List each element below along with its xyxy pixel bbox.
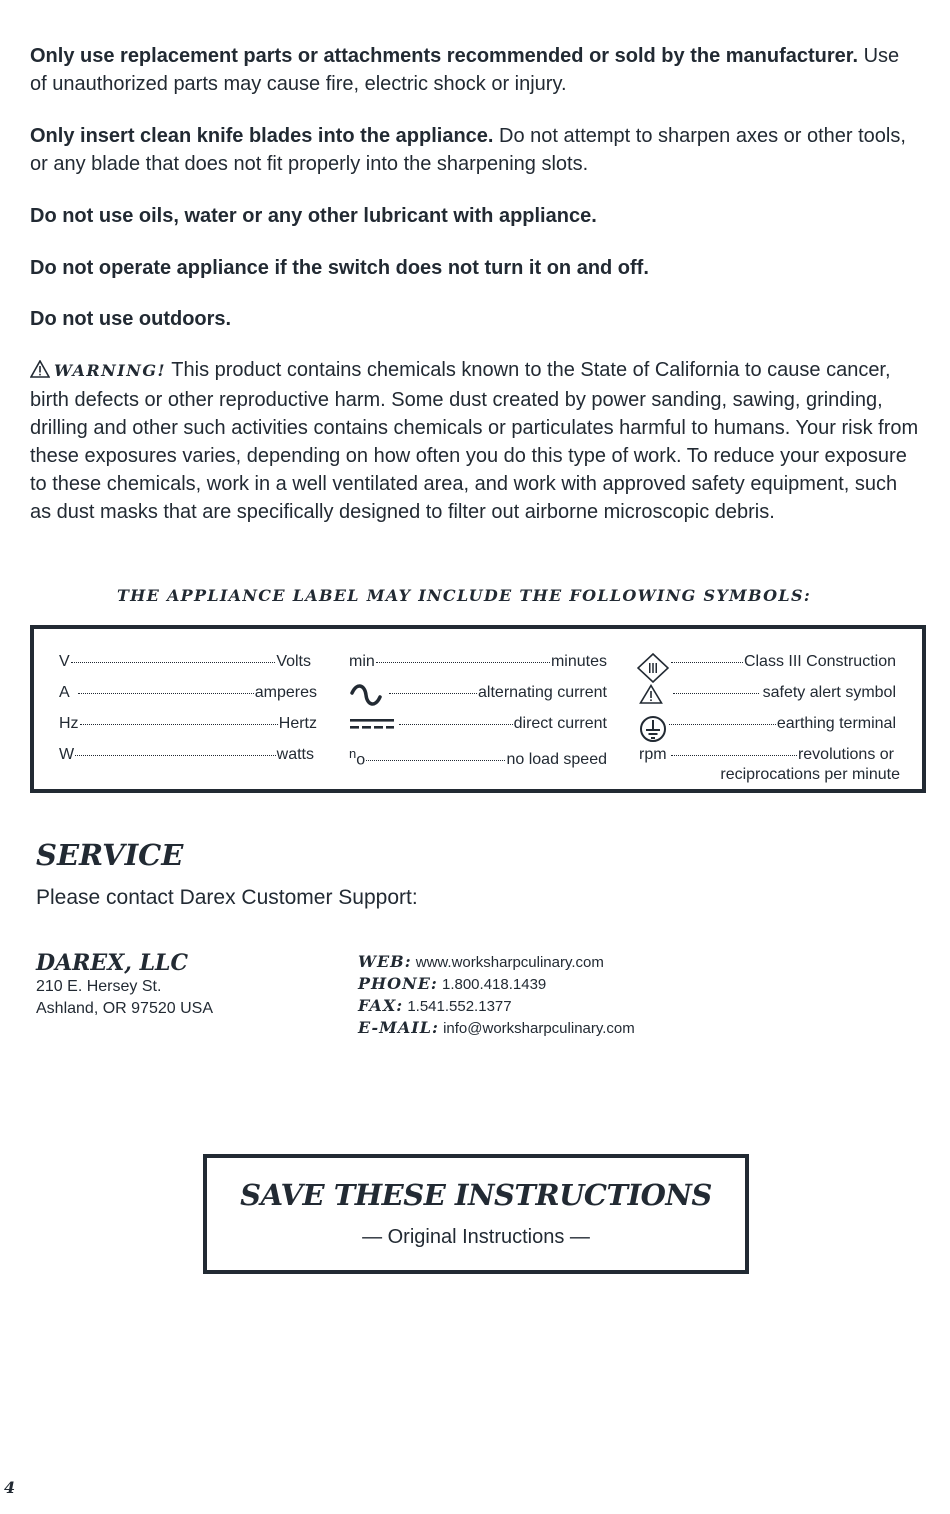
warning-text: This product contains chemicals known to the State of California to cause cancer, birth defects or other reproductive harm. Some dust created by power sanding, sawing, grinding, drilling and other such activities contains chemicals or particulates harmful to humans. Your risk from these exposures varies, depending on how often you do this type of work. To reduce your exposure to these chemicals, work in a well ventilated area, and work with approved safety equipment, such as dust masks that are specifically designed to filter out airborne microscopic debris. (30, 359, 919, 523)
company-name: DAREX, LLC (36, 950, 189, 976)
symbol-row-rpm: rpm revolutions or (639, 746, 894, 763)
safety-lubricant: Do not use oils, water or any other lubricant with appliance. (30, 205, 597, 227)
contact-email: E-MAIL: info@worksharpculinary.com (358, 1018, 635, 1037)
symbol-row-watts: W watts (59, 746, 314, 763)
symbol-row-alternating-current: alternating current (349, 684, 607, 706)
symbol-row-no-load-speed: $^n$o no load speed (349, 746, 607, 769)
email-link[interactable]: info@worksharpculinary.com (443, 1020, 635, 1037)
alternating-current-icon (349, 684, 383, 706)
prop65-warning (30, 356, 920, 526)
service-title: SERVICE (36, 838, 184, 872)
save-instructions-box (203, 1154, 749, 1274)
contact-web: WEB: www.worksharpculinary.com (358, 952, 604, 971)
page-number: 4 (4, 1478, 16, 1497)
company-address-line2: Ashland, OR 97520 USA (36, 1000, 213, 1017)
symbol-row-amperes: A amperes (59, 684, 317, 701)
direct-current-icon (349, 716, 395, 732)
contact-phone: PHONE: 1.800.418.1439 (358, 974, 547, 993)
symbol-row-safety-alert: safety alert symbol (639, 684, 896, 704)
class-iii-icon (637, 653, 669, 683)
warning-triangle-icon (30, 358, 50, 386)
web-link[interactable]: www.worksharpculinary.com (415, 954, 604, 971)
symbol-row-class-iii: Class III Construction (637, 653, 896, 683)
symbols-table (30, 625, 926, 793)
service-subtitle: Please contact Darex Customer Support: (36, 886, 418, 909)
save-subtitle: — Original Instructions — (362, 1226, 590, 1248)
earthing-terminal-icon (639, 715, 667, 743)
symbol-row-direct-current: direct current (349, 715, 607, 733)
save-title: SAVE THESE INSTRUCTIONS (240, 1178, 712, 1212)
safety-switch: Do not operate appliance if the switch does not turn it on and off. (30, 257, 649, 279)
symbol-row-earthing-terminal: earthing terminal (639, 715, 896, 743)
company-address-line1: 210 E. Hersey St. (36, 978, 162, 995)
safety-alert-icon (639, 684, 663, 704)
contact-fax: FAX: 1.541.552.1377 (358, 996, 512, 1015)
symbol-rpm-continuation: reciprocations per minute (720, 766, 900, 783)
symbol-row-minutes: min minutes (349, 653, 607, 670)
safety-outdoors: Do not use outdoors. (30, 308, 232, 330)
safety-blades: Only insert clean knife blades into the appliance. Do not attempt to sharpen axes or other tools, or any blade that does not fit properly into the sharpening slots. (30, 125, 906, 175)
safety-parts: Only use replacement parts or attachments recommended or sold by the manufacturer. Use of unauthorized parts may cause fire, electric shock or injury. (30, 45, 900, 95)
symbol-row-hertz: Hz Hertz (59, 715, 317, 732)
symbol-row-volts: V Volts (59, 653, 311, 670)
symbols-heading: THE APPLIANCE LABEL MAY INCLUDE THE FOLLOWING SYMBOLS: (116, 586, 812, 605)
warning-label: WARNING! (54, 361, 167, 380)
